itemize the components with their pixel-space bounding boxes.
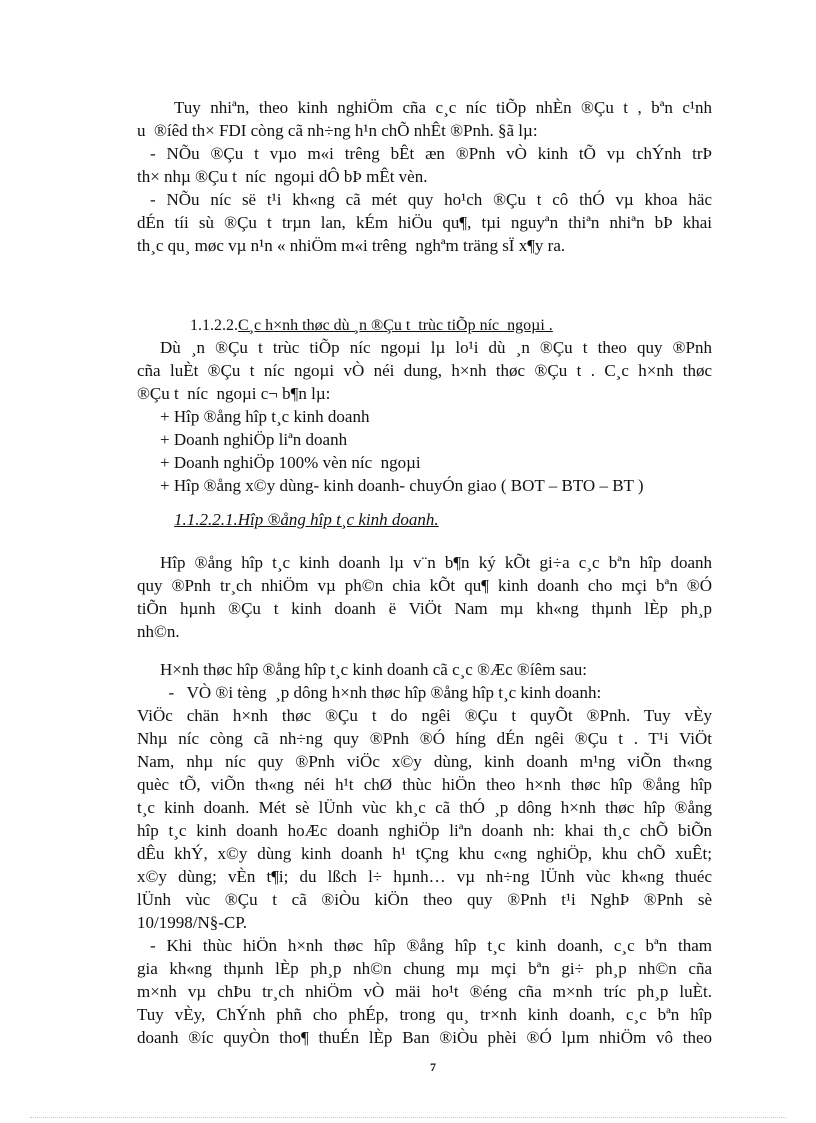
text-line: Nhµ níc còng cã nh÷ng quy ®Pnh ®Ó híng dÉn ngêi ®Çu t . T¹i ViÖt [137,729,712,748]
text-line: Tuy nhiªn, theo kinh nghiÖm cña c¸c níc tiÕp nhÈn ®Çu t , bªn c¹nh [174,98,712,117]
section-title: C¸c h×nh thøc dù ¸n ®Çu t trùc tiÕp níc ngoµi . [238,317,553,334]
text-line: Tuy vÈy, ChÝnh phñ cho phÉp, trong qu¸ tr×nh kinh doanh, c¸c bªn hîp [137,1005,712,1024]
text-line: H×nh thøc hîp ®ång hîp t¸c kinh doanh cã c¸c ®Æc ®íêm sau: [160,660,587,679]
page-bottom-divider [30,1117,786,1118]
text-line: quy ®Pnh tr¸ch nhiÖm vµ ph©n chia kÕt qu¶ kinh doanh cho mçi bªn ®Ó [137,576,712,595]
list-item: + Hîp ®ång x©y dùng- kinh doanh- chuyÓn giao ( BOT – BTO – BT ) [160,476,644,495]
text-line: lÜnh vùc ®Çu t cã ®iÒu kiÖn theo quy ®Pnh t¹i NghÞ ®Pnh sè [137,890,712,909]
text-line: gia kh«ng thµnh lÈp ph¸p nh©n chung mµ mçi bªn gi÷ ph¸p nh©n cña [137,959,712,978]
text-line: hîp t¸c kinh doanh hoÆc doanh nghiÖp liªn doanh nh: khai th¸c chÕ biÕn [137,821,712,840]
text-line: 10/1998/N§-CP. [137,913,248,932]
text-line: Dù ¸n ®Çu t trùc tiÕp níc ngoµi lµ lo¹i dù ¸n ®Çu t theo quy ®Pnh [160,338,712,357]
text-line: m×nh vµ chÞu tr¸ch nhiÖm vÒ mäi ho¹t ®éng cña m×nh tríc ph¸p luÈt. [137,982,712,1001]
list-item: + Doanh nghiÖp liªn doanh [160,430,348,449]
list-item: + Hîp ®ång hîp t¸c kinh doanh [160,407,370,426]
text-line: dÊu khÝ, x©y dùng kinh doanh h¹ tÇng khu c«ng nghiÖp, khu chÕ xuÊt; [137,844,712,863]
text-line: quèc tÕ, viÕn th«ng néi h¹t chØ thùc hiÖn theo h×nh thøc hîp ®ång hîp [137,775,712,794]
text-line: x©y dùng; vÈn t¶i; du lßch l÷ hµnh… vµ nh÷ng lÜnh vùc kh«ng thuéc [137,867,712,886]
text-line: ®Çu t níc ngoµi c¬ b¶n lµ: [137,384,331,403]
text-line: tiÕn hµnh ®Çu t kinh doanh ë ViÖt Nam mµ kh«ng thµnh lÈp ph¸p [137,599,712,618]
section-number: 1.1.2.2. [190,317,238,334]
text-line: - NÕu ®Çu t vµo m«i trêng bÊt æn ®Pnh vÒ kinh tÕ vµ chÝnh trÞ [150,144,712,163]
subsection-heading: 1.1.2.2.1.Hîp ®ång hîp t¸c kinh doanh. [174,510,439,529]
text-line: u ®íêd th× FDI còng cã nh÷ng h¹n chÕ nhÊt ®Pnh. §ã lµ: [137,121,538,140]
text-line: nh©n. [137,622,180,641]
text-line: Hîp ®ång hîp t¸c kinh doanh lµ v¨n b¶n ký kÕt gi÷a c¸c bªn hîp doanh [160,553,712,572]
text-line: - NÕu níc së t¹i kh«ng cã mét quy ho¹ch ®Çu t cô thÓ vµ khoa häc [150,190,712,209]
page-number: 7 [430,1060,436,1074]
text-line: dÉn tíi sù ®Çu t trµn lan, kÉm hiÖu qu¶, tµi nguyªn thiªn nhiªn bÞ khai [137,213,712,232]
text-line: th× nhµ ®Çu t níc ngoµi dÔ bÞ mÊt vèn. [137,167,428,186]
text-line: t¸c kinh doanh. Mét sè lÜnh vùc kh¸c cã thÓ ¸p dông h×nh thøc hîp ®ång [137,798,712,817]
text-line: - VÒ ®i tèng ¸p dông h×nh thøc hîp ®ång hîp t¸c kinh doanh: [160,683,602,702]
text-line: Nam, nhµ níc quy ®Pnh viÖc x©y dùng, kinh doanh m¹ng viÕn th«ng [137,752,712,771]
text-line: cña luÈt ®Çu t níc ngoµi vÒ néi dung, h×nh thøc ®Çu t . C¸c h×nh thøc [137,361,712,380]
text-line: ViÖc chän h×nh thøc ®Çu t do ngêi ®Çu t quyÕt ®Pnh. Tuy vÈy [137,706,712,725]
list-item: + Doanh nghiÖp 100% vèn níc ngoµi [160,453,421,472]
text-line: - Khi thùc hiÖn h×nh thøc hîp ®ång hîp t¸c kinh doanh, c¸c bªn tham [150,936,712,955]
text-line: th¸c qu¸ møc vµ n¹n « nhiÖm m«i trêng nghªm träng sÏ x¶y ra. [137,236,566,255]
text-line: doanh ®íc quyÒn tho¶ thuÉn lÈp Ban ®iÒu phèi ®Ó lµm nhiÖm vô theo [137,1028,712,1047]
